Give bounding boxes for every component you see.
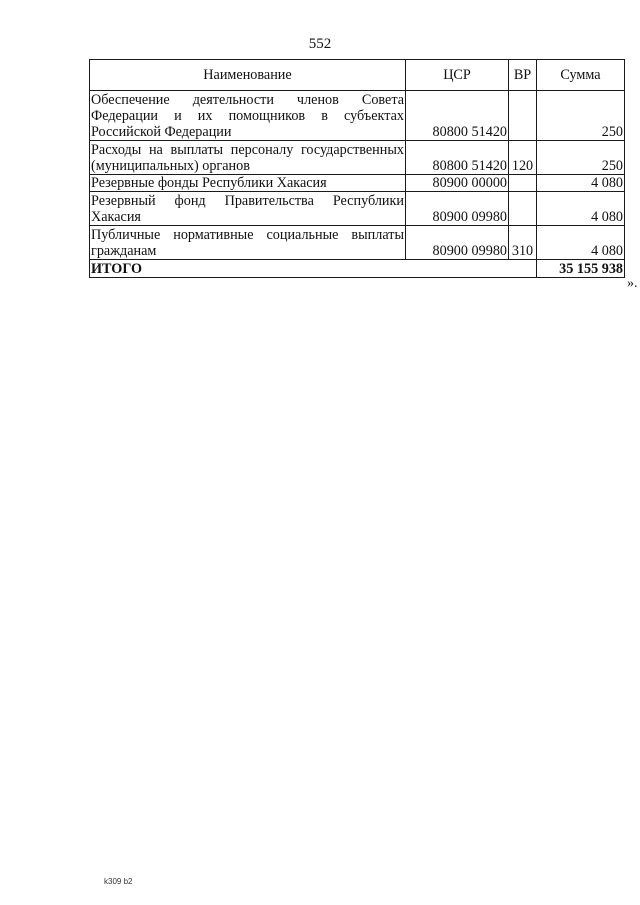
header-row	[90, 60, 625, 91]
table-row	[90, 175, 625, 192]
header-sum: Сумма	[537, 60, 625, 91]
total-sum: 35 155 938	[537, 260, 625, 278]
footer-code: k309 b2	[104, 877, 133, 886]
row-name: Обеспечение деятельности членов Совета Федерации и их помощников в субъектах Российской Федерации	[91, 92, 404, 140]
row-vr: 120	[509, 141, 537, 175]
table-header	[90, 60, 625, 91]
row-name: Публичные нормативные социальные выплаты гражданам	[91, 227, 404, 259]
header-csr: ЦСР	[406, 60, 509, 91]
closing-quote-mark: ».	[627, 276, 638, 291]
row-csr: 80800 51420	[406, 91, 509, 141]
row-csr: 80900 09980	[406, 192, 509, 226]
header-name: Наименование	[90, 60, 406, 91]
row-csr: 80900 09980	[406, 226, 509, 260]
row-vr	[509, 91, 537, 141]
table-row	[90, 192, 625, 226]
page-number: 552	[308, 36, 332, 52]
table-row	[90, 226, 625, 260]
row-name: Резервный фонд Правительства Республики Хакасия	[91, 193, 404, 225]
row-csr: 80800 51420	[406, 141, 509, 175]
row-name: Резервные фонды Республики Хакасия	[90, 175, 406, 192]
row-vr	[509, 192, 537, 226]
table-body	[90, 91, 625, 278]
row-sum: 4 080	[537, 175, 625, 192]
row-vr	[509, 175, 537, 192]
budget-table	[89, 59, 625, 278]
total-label: ИТОГО	[90, 260, 537, 278]
row-csr: 80900 00000	[406, 175, 509, 192]
header-vr: ВР	[509, 60, 537, 91]
table-row	[90, 141, 625, 175]
row-vr: 310	[509, 226, 537, 260]
row-sum: 250	[537, 141, 625, 175]
row-sum: 4 080	[537, 192, 625, 226]
row-name: Расходы на выплаты персоналу государственных (муниципальных) органов	[91, 142, 404, 174]
total-row	[90, 260, 625, 278]
table-row	[90, 91, 625, 141]
row-sum: 250	[537, 91, 625, 141]
row-sum: 4 080	[537, 226, 625, 260]
